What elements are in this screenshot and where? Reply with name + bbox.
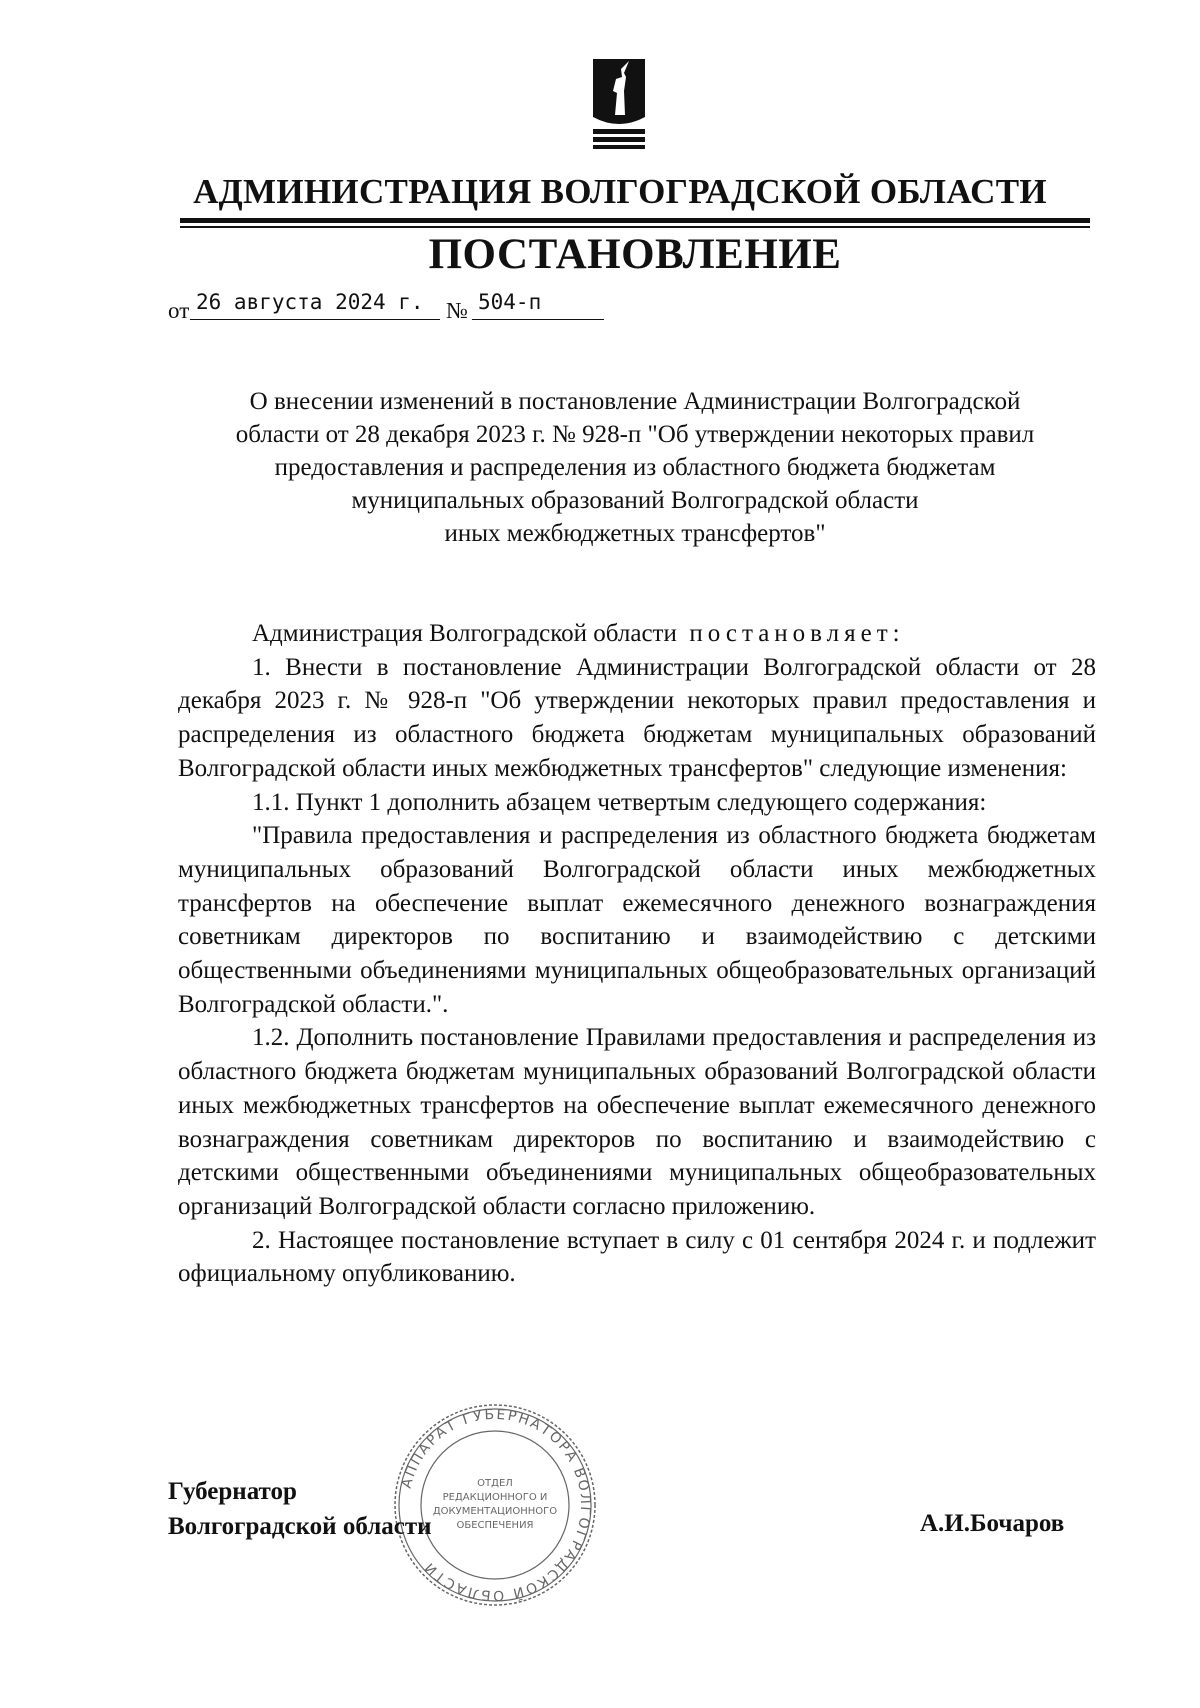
header-rule-thick	[180, 218, 1090, 223]
stamp-center-line: РЕДАКЦИОННОГО И	[442, 1492, 548, 1503]
position-line: Волгоградской области	[168, 1513, 432, 1540]
paragraph-2: 2. Настоящее постановление вступает в силу с 01 сентября 2024 г. и подлежит официальному опубликованию.	[178, 1226, 1096, 1288]
paragraph-1: 1. Внести в постановление Администрации Волгоградской области от 28 декабря 2023 г. № 928-п "Об утверждении некоторых правил предоставления и распределения из областного бюджета бюджетам муниципальных образований Волгоградской области иных межбюджетных трансфертов" следующие изменения:	[178, 653, 1096, 782]
document-number: 504-п	[472, 290, 604, 320]
volgograd-emblem-icon	[591, 57, 647, 149]
stamp-center-line: ДОКУМЕНТАЦИОННОГО	[432, 1506, 558, 1517]
organization-title: АДМИНИСТРАЦИЯ ВОЛГОГРАДСКОЙ ОБЛАСТИ	[193, 172, 1047, 211]
preamble-start: Администрация Волгоградской области	[252, 620, 677, 647]
stamp-center-line: ОТДЕЛ	[477, 1478, 513, 1489]
subject-line: муниципальных образований Волгоградской области	[351, 487, 919, 514]
stamp-center-line: ОБЕСПЕЧЕНИЯ	[456, 1520, 534, 1531]
preamble-verb: постановляет:	[689, 620, 905, 647]
document-subject	[180, 385, 1090, 550]
document-type: ПОСТАНОВЛЕНИЕ	[428, 231, 842, 278]
from-label: от	[168, 298, 190, 323]
subject-line: области от 28 декабря 2023 г. № 928-п "Об утверждении некоторых правил	[235, 421, 1035, 448]
subject-line: О внесении изменений в постановление Администрации Волгоградской	[249, 388, 1021, 415]
subject-line: иных межбюджетных трансфертов"	[444, 520, 826, 547]
official-stamp	[390, 1400, 600, 1610]
subject-line: предоставления и распределения из областного бюджета бюджетам	[274, 454, 996, 481]
paragraph-1-2: 1.2. Дополнить постановление Правилами предоставления и распределения из областного бюджета бюджетам муниципальных образований Волгоградской области иных межбюджетных трансфертов на обеспечение выплат ежемесячного денежного вознаграждения советникам директоров по воспитанию и взаимодействию с детскими общественными объединениями муниципальных общеобразовательных организаций Волгоградской области согласно приложению.	[178, 1024, 1096, 1220]
paragraph-1-1-quote: "Правила предоставления и распределения из областного бюджета бюджетам муниципальных образований Волгоградской области иных межбюджетных трансфертов на обеспечение выплат ежемесячного денежного вознаграждения советникам директоров по воспитанию и взаимодействию с детскими общественными объединениями муниципальных общеобразовательных организаций Волгоградской области.".	[178, 822, 1096, 1018]
document-body	[178, 617, 1096, 1291]
position-line: Губернатор	[168, 1478, 297, 1505]
document-date: 26 августа 2024 г.	[190, 290, 440, 320]
preamble	[178, 617, 1096, 651]
paragraph-1-1: 1.1. Пункт 1 дополнить абзацем четвертым следующего содержания:	[252, 788, 987, 816]
number-label: №	[446, 298, 468, 323]
signatory-name: А.И.Бочаров	[920, 1510, 1065, 1537]
stamp-outer-text: АППАРАТ ГУБЕРНАТОРА ВОЛГОГРАДСКОЙ ОБЛАСТИ	[398, 1406, 594, 1604]
header-rule-thin	[180, 226, 1090, 228]
